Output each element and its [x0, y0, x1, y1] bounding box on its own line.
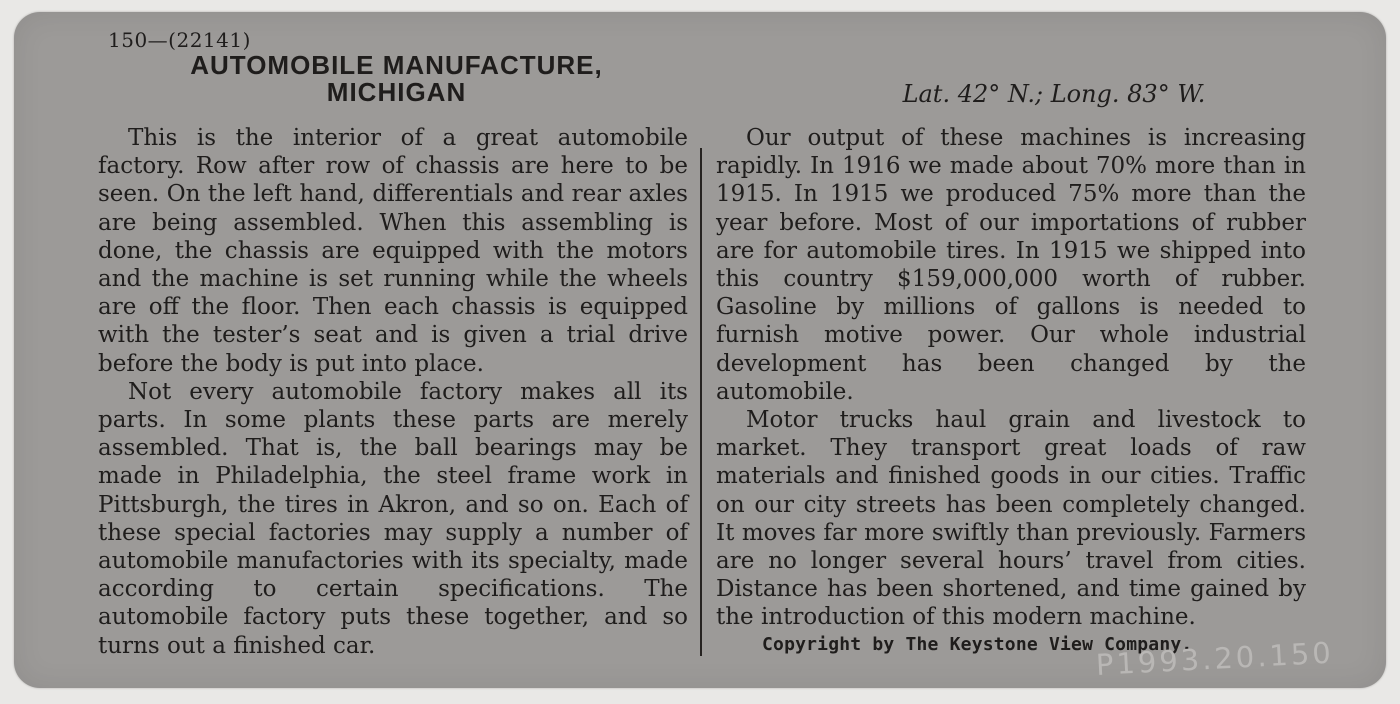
coordinates: Lat. 42° N.; Long. 83° W.	[902, 80, 1206, 108]
card-title	[104, 52, 689, 106]
card-number: 150—(22141)	[108, 28, 251, 52]
paragraph: Motor trucks haul grain and livestock to market. They transport great loads of raw materials and finished goods in our cities. Traffic on our city streets has been completely changed. It moves far more swiftly than previously. Farmers are no longer several hours’ travel from cities. Distance has been shortened, and time gained by the introduction of this modern machine.	[716, 407, 1306, 631]
copyright-notice: Copyright by The Keystone View Company.	[762, 634, 1193, 655]
right-column	[716, 124, 1306, 632]
paragraph: Our output of these machines is increasing rapidly. In 1916 we made about 70% more than in 1915. In 1915 we produced 75% more than the year before. Most of our importations of rubber are for automobile tires. In 1915 we shipped into this country $159,000,000 worth of rubber. Gasoline by millions of gallons is needed to furnish motive power. Our whole industrial development has been changed by the automobile.	[716, 125, 1306, 405]
title-line-2: MICHIGAN	[326, 77, 467, 107]
left-column	[98, 124, 688, 660]
paragraph: This is the interior of a great automobile factory. Row after row of chassis are here to be seen. On the left hand, differentials and rear axles are being assembled. When this assembling is done, the chassis are equipped with the motors and the machine is set running while the wheels are off the floor. Then each chassis is equipped with the tester’s seat and is given a trial drive before the body is put into place.	[98, 125, 688, 377]
title-line-1: AUTOMOBILE MANUFACTURE,	[190, 50, 603, 80]
catalog-number: P1993.20.150	[1095, 635, 1335, 682]
column-divider	[700, 148, 702, 656]
stereoview-card-back	[14, 12, 1386, 688]
paragraph: Not every automobile factory makes all its parts. In some plants these parts are merely assembled. That is, the ball bearings may be made in Philadelphia, the steel frame work in Pittsburgh, the tires in Akron, and so on. Each of these special factories may supply a number of automobile manufactories with its specialty, made according to certain specifications. The automobile factory puts these together, and so turns out a finished car.	[98, 378, 688, 659]
